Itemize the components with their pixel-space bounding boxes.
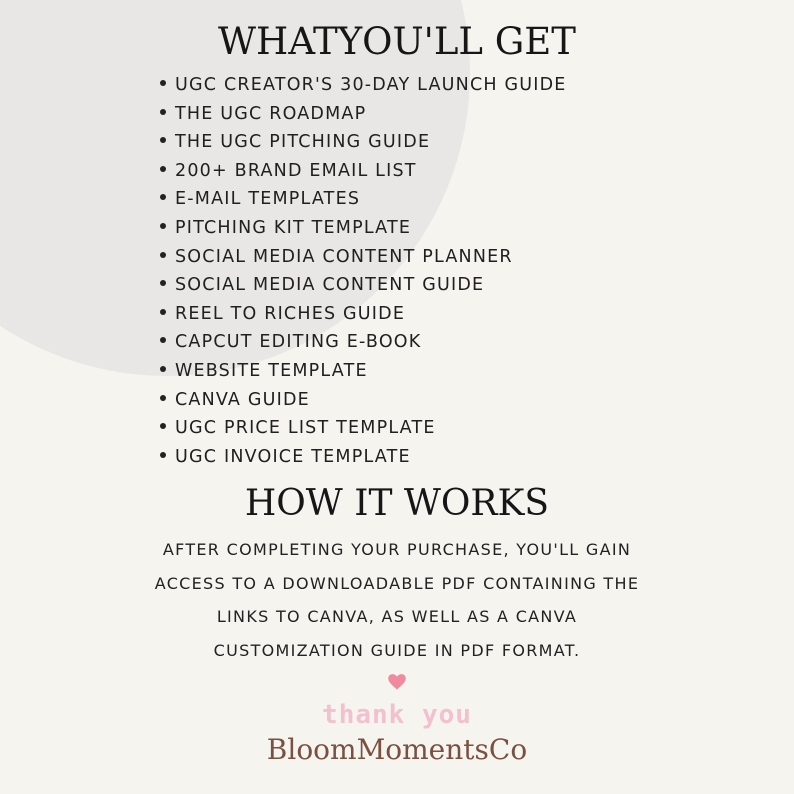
list-item-label: REEL TO RICHES GUIDE: [175, 303, 406, 324]
list-item-label: SOCIAL MEDIA CONTENT GUIDE: [175, 275, 485, 296]
bullet-icon: [160, 366, 166, 372]
bullet-icon: [160, 252, 166, 258]
list-item: [160, 357, 567, 386]
list-item: [160, 100, 567, 129]
list-item: [160, 328, 567, 357]
list-item-label: THE UGC PITCHING GUIDE: [175, 132, 431, 153]
list-item-label: PITCHING KIT TEMPLATE: [175, 217, 412, 238]
list-item-label: UGC INVOICE TEMPLATE: [175, 446, 411, 467]
bullet-icon: [160, 109, 166, 115]
list-item-label: E-MAIL TEMPLATES: [175, 189, 361, 210]
list-item: [160, 271, 567, 300]
list-item: [160, 243, 567, 272]
list-item: [160, 386, 567, 415]
bullet-icon: [160, 423, 166, 429]
bullet-icon: [160, 166, 166, 172]
list-item: [160, 300, 567, 329]
list-item: [160, 157, 567, 186]
bullet-icon: [160, 223, 166, 229]
list-item-label: WEBSITE TEMPLATE: [175, 360, 368, 381]
how-it-works-text: [0, 533, 794, 667]
what-you-get-title: WHATYOU'LL GET: [218, 20, 576, 63]
how-line: ACCESS TO A DOWNLOADABLE PDF CONTAINING THE: [154, 573, 640, 593]
list-item-label: UGC PRICE LIST TEMPLATE: [175, 418, 436, 439]
how-line: AFTER COMPLETING YOUR PURCHASE, YOU'LL GAIN: [162, 540, 632, 559]
list-item-label: THE UGC ROADMAP: [175, 103, 367, 124]
thank-you-text: thank you: [322, 700, 472, 730]
bullet-icon: [160, 395, 166, 401]
bullet-icon: [160, 194, 166, 200]
list-item: [160, 214, 567, 243]
bullet-icon: [160, 452, 166, 458]
deliverables-list: [160, 71, 567, 471]
list-item: [160, 71, 567, 100]
list-item: [160, 128, 567, 157]
brand-name: BloomMomentsCo: [266, 733, 528, 766]
how-it-works-title: HOW IT WORKS: [244, 483, 550, 524]
list-item-label: 200+ BRAND EMAIL LIST: [175, 160, 417, 181]
bullet-icon: [160, 337, 166, 343]
list-item-label: CANVA GUIDE: [175, 389, 310, 410]
list-item-label: CAPCUT EDITING E-BOOK: [175, 332, 422, 353]
how-line: CUSTOMIZATION GUIDE IN PDF FORMAT.: [213, 640, 581, 660]
list-item: [160, 185, 567, 214]
list-item: [160, 443, 567, 472]
bullet-icon: [160, 137, 166, 143]
list-item-label: UGC CREATOR'S 30-DAY LAUNCH GUIDE: [175, 75, 567, 95]
bullet-icon: [160, 309, 166, 315]
bullet-icon: [160, 280, 166, 286]
bullet-icon: [160, 80, 166, 86]
list-item: [160, 414, 567, 443]
list-item-label: SOCIAL MEDIA CONTENT PLANNER: [175, 246, 513, 267]
how-line: LINKS TO CANVA, AS WELL AS A CANVA: [216, 607, 578, 626]
heart-icon: [387, 672, 407, 692]
